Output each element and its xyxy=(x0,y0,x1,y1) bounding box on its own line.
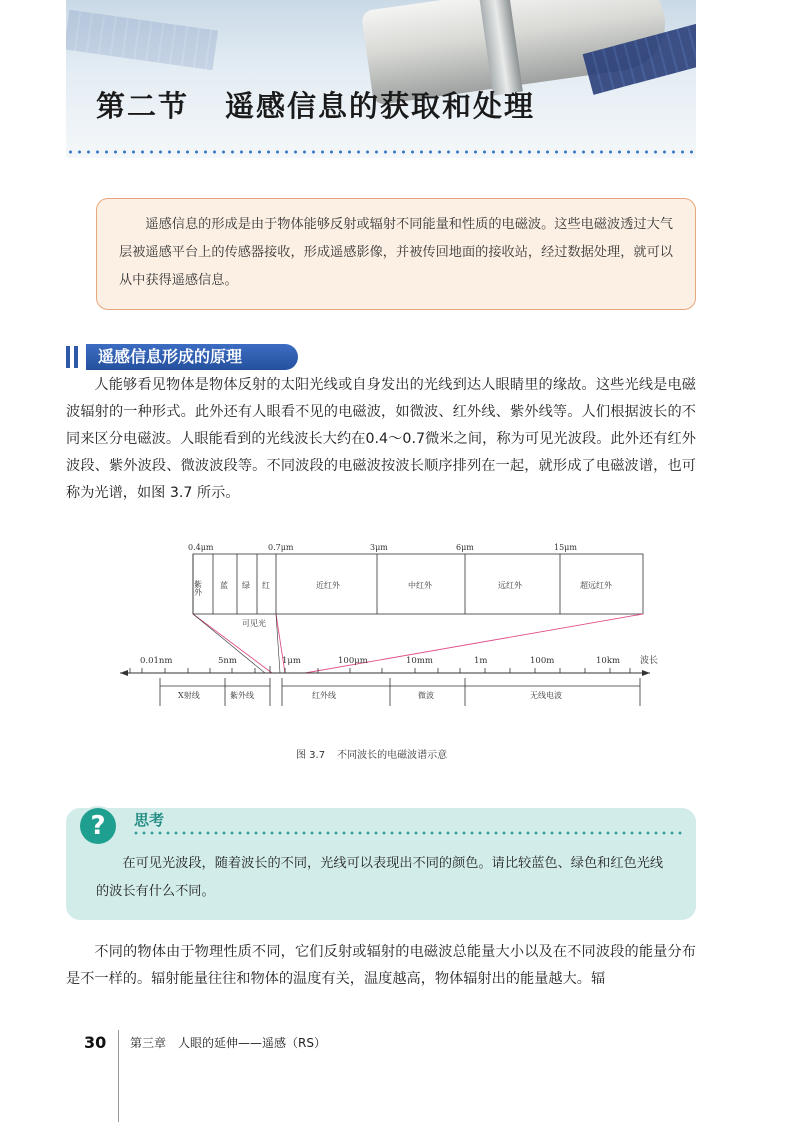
band-label: 蓝 xyxy=(220,581,228,590)
footer-rule xyxy=(118,1030,119,1122)
band-label: 超远红外 xyxy=(580,581,612,590)
scale-label: 1μm xyxy=(282,656,301,666)
scale-label: 10km xyxy=(596,656,621,666)
top-tick-label: 0.7μm xyxy=(268,543,294,552)
heading-bar xyxy=(74,346,78,368)
scale-label: 100m xyxy=(530,656,555,666)
bottom-band-label: 微波 xyxy=(418,691,434,700)
page-number: 30 xyxy=(84,1033,107,1052)
band-label: 中红外 xyxy=(408,581,432,590)
band-label: 近红外 xyxy=(316,581,340,590)
question-icon: ? xyxy=(80,808,116,844)
solar-panel-faded xyxy=(66,10,218,70)
top-tick-label: 15μm xyxy=(554,543,577,552)
body-paragraph: 不同的物体由于物理性质不同，它们反射或辐射的电磁波总能量大小以及在不同波段的能量分布是不一样的。辐射能量往往和物体的温度有关，温度越高，物体辐射出的能量越大。辐 xyxy=(66,944,696,987)
intro-box: 遥感信息的形成是由于物体能够反射或辐射不同能量和性质的电磁波。这些电磁波透过大气层被遥感平台上的传感器接收，形成遥感影像，并被传回地面的接收站，经过数据处理，就可以从中获得遥感信息。 xyxy=(96,198,696,310)
subsection-heading xyxy=(66,344,298,370)
top-tick-label: 6μm xyxy=(456,543,474,552)
scale-label: 100μm xyxy=(338,656,368,666)
top-tick-label: 3μm xyxy=(370,543,388,552)
band-label: 紫外 xyxy=(193,580,203,596)
figure-caption xyxy=(296,746,447,761)
axis-label: 波长 xyxy=(640,656,659,666)
dotted-divider xyxy=(66,150,696,154)
running-footer: 第三章 人眼的延伸——遥感（RS） xyxy=(130,1036,326,1050)
band-label: 绿 xyxy=(242,581,250,590)
visible-light-label: 可见光 xyxy=(242,619,266,628)
section-header xyxy=(66,0,696,158)
scale-label: 0.01nm xyxy=(140,656,173,666)
spectrum-figure xyxy=(120,536,680,726)
band-label: 红 xyxy=(262,581,270,590)
body-paragraph: 人能够看见物体是物体反射的太阳光线或自身发出的光线到达人眼睛里的缘故。这些光线是电磁波辐射的一种形式。此外还有人眼看不见的电磁波，如微波、红外线、紫外线等。人们根据波长的不同来区分电磁波。人眼能看到的光线波长大约在0.4～0.7微米之间，称为可见光波段。此外还有红外波段、紫外波段、微波波段等。不同波段的电磁波按波长顺序排列在一起，就形成了电磁波谱，也可称为光谱，如图 3.7 所示。 xyxy=(66,377,696,501)
think-body: 在可见光波段，随着波长的不同，光线可以表现出不同的颜色。请比较蓝色、绿色和红色光线的波长有什么不同。 xyxy=(96,856,664,899)
think-box xyxy=(66,808,696,920)
bottom-band-label: 无线电波 xyxy=(530,691,562,700)
heading-bar xyxy=(66,346,70,368)
bottom-band-label: X射线 xyxy=(178,691,200,700)
think-title: 思考 xyxy=(134,811,165,829)
figure-number: 图 3.7 xyxy=(296,750,326,761)
subsection-title: 遥感信息形成的原理 xyxy=(86,344,298,370)
section-title: 第二节 遥感信息的获取和处理 xyxy=(96,89,536,123)
scale-label: 1m xyxy=(474,656,488,666)
bottom-band-label: 紫外线 xyxy=(230,691,254,700)
figure-caption-text: 不同波长的电磁波谱示意 xyxy=(337,750,448,761)
scale-label: 5nm xyxy=(218,656,237,666)
dotted-divider xyxy=(132,831,686,835)
top-tick-label: 0.4μm xyxy=(188,543,214,552)
band-label: 远红外 xyxy=(498,581,522,590)
spectrum-diagram xyxy=(120,536,680,726)
bottom-band-label: 红外线 xyxy=(312,691,336,700)
scale-label: 10mm xyxy=(406,656,433,666)
